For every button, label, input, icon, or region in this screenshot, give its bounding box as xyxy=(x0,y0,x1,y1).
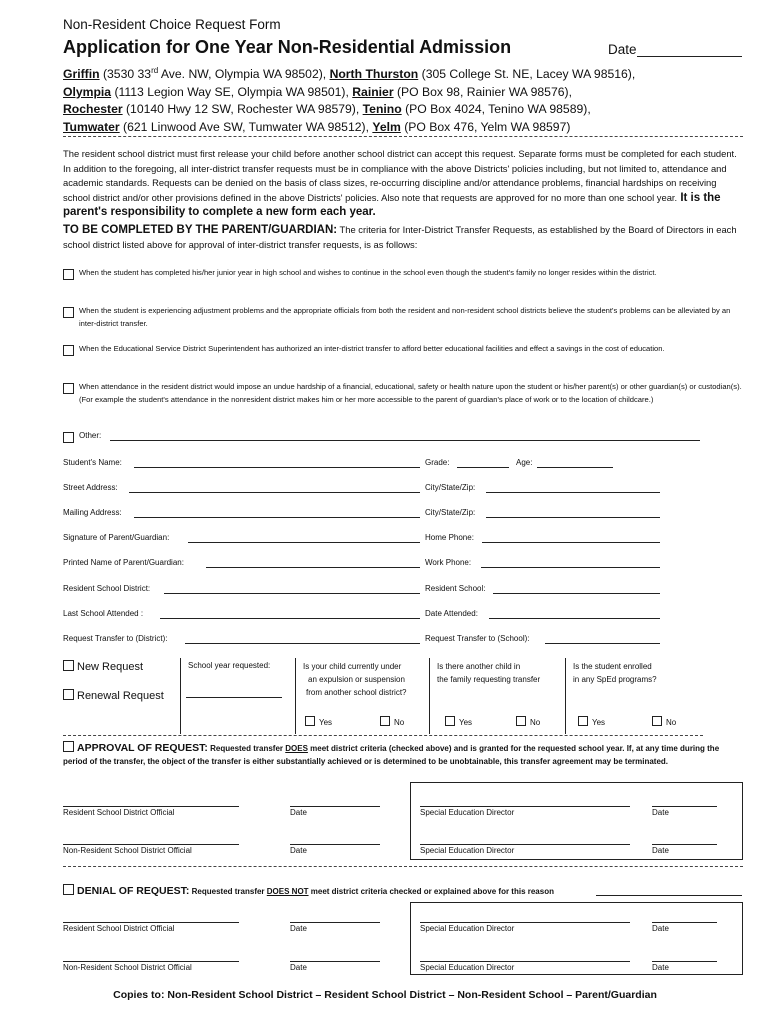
divider xyxy=(63,866,743,867)
expulsion-question xyxy=(303,660,427,699)
date-field[interactable] xyxy=(637,56,742,57)
denial-resident-official-sig-line[interactable] xyxy=(63,922,239,923)
school-year-label: School year requested: xyxy=(188,661,271,670)
city-state-zip-label: City/State/Zip: xyxy=(425,483,476,492)
denial-sped-director-label-1: Special Education Director xyxy=(420,924,515,933)
criteria-4-text: When attendance in the resident district would impose an undue hardship of a financial, educational, safety or health nature upon the student or his/her parent(s) or other guardian(s) or custodian(s). (For example the student's attendance in the nonresident district makes him or her more accessible to the parent of guardian's place of work or to the location of childcare.) xyxy=(79,382,742,404)
last-school-label: Last School Attended : xyxy=(63,609,144,618)
denial-section xyxy=(63,884,554,897)
expulsion-q-line3: from another school district? xyxy=(306,688,407,697)
approval-text-a: Requested transfer xyxy=(207,744,286,753)
yes-label: Yes xyxy=(592,718,606,727)
criteria-3-text: When the Educational Service District Superintendent has authorized an inter-district transfer to afford better educational facilities and effect a savings in the cost of education. xyxy=(79,344,665,353)
table-divider xyxy=(295,658,296,734)
tenino-address: (PO Box 4024, Tenino WA 98589), xyxy=(401,102,591,117)
district-griffin: Griffin xyxy=(63,67,100,82)
criteria-4 xyxy=(63,380,745,406)
parent-heading: TO BE COMPLETED BY THE PARENT/GUARDIAN: xyxy=(63,224,338,236)
resident-school-field[interactable] xyxy=(493,593,660,594)
nonresident-official-date-line[interactable] xyxy=(290,844,380,845)
denial-nonresident-official-label: Non-Resident School District Official xyxy=(63,963,192,972)
denial-text-a: Requested transfer xyxy=(189,887,267,896)
new-request-option[interactable] xyxy=(63,660,143,673)
checkbox-icon[interactable] xyxy=(578,716,588,726)
district-olympia: Olympia xyxy=(63,84,112,99)
nonresident-official-date-label: Date xyxy=(290,846,307,855)
denial-sped-director-date-label-2: Date xyxy=(652,963,669,972)
yelm-address: (PO Box 476, Yelm WA 98597) xyxy=(400,119,571,134)
denial-sped-director-label-2: Special Education Director xyxy=(420,963,515,972)
sped-no[interactable] xyxy=(652,716,676,727)
nonresident-official-label: Non-Resident School District Official xyxy=(63,846,192,855)
approval-section xyxy=(63,741,733,768)
sped-director-date-line-1[interactable] xyxy=(652,806,717,807)
city-state-zip-field[interactable] xyxy=(486,492,660,493)
resident-official-date-label: Date xyxy=(290,808,307,817)
other-label: Other: xyxy=(79,431,102,440)
criteria-3-checkbox[interactable] xyxy=(63,345,74,356)
last-school-field[interactable] xyxy=(160,618,420,619)
student-name-field[interactable] xyxy=(134,467,420,468)
mailing-city-state-zip-label: City/State/Zip: xyxy=(425,508,476,517)
renewal-request-option[interactable] xyxy=(63,689,164,702)
school-year-field[interactable] xyxy=(186,697,282,698)
denial-sped-director-date-line-1[interactable] xyxy=(652,922,717,923)
checkbox-icon[interactable] xyxy=(516,716,526,726)
denial-nonresident-official-date-label: Date xyxy=(290,963,307,972)
transfer-school-label: Request Transfer to (School): xyxy=(425,634,530,643)
mailing-address-label: Mailing Address: xyxy=(63,508,122,517)
table-divider xyxy=(180,658,181,734)
sped-director-sig-line-1[interactable] xyxy=(420,806,630,807)
criteria-1-text: When the student has completed his/her junior year in high school and wishes to continue in the school even though the student's family no longer resides within the district. xyxy=(79,268,657,277)
sped-q-line1: Is the student enrolled xyxy=(573,662,652,671)
sped-director-label-1: Special Education Director xyxy=(420,808,515,817)
denial-heading: DENIAL OF REQUEST: xyxy=(77,885,190,897)
another-child-yes[interactable] xyxy=(445,716,472,727)
rochester-address: (10140 Hwy 12 SW, Rochester WA 98579), xyxy=(122,102,363,117)
district-rainier: Rainier xyxy=(352,84,394,99)
resident-school-label: Resident School: xyxy=(425,584,486,593)
home-phone-label: Home Phone: xyxy=(425,533,474,542)
criteria-1-checkbox[interactable] xyxy=(63,269,74,280)
tumwater-address: (621 Linwood Ave SW, Tumwater WA 98512), xyxy=(119,119,373,134)
parent-text: The criteria for Inter-District Transfer Requests, as established by the Board of Directors in each school district listed above for approval of inter-district transfer requests, is as follows: xyxy=(63,224,737,250)
another-child-no[interactable] xyxy=(516,716,540,727)
denial-checkbox[interactable] xyxy=(63,884,74,895)
home-phone-field[interactable] xyxy=(482,542,660,543)
resident-district-label: Resident School District: xyxy=(63,584,151,593)
denial-sped-director-date-label-1: Date xyxy=(652,924,669,933)
another-child-question xyxy=(437,660,563,686)
grade-field[interactable] xyxy=(457,467,509,468)
approval-heading: APPROVAL OF REQUEST: xyxy=(77,742,208,754)
form-name: Non-Resident Choice Request Form xyxy=(63,17,281,32)
no-label: No xyxy=(394,718,405,727)
resident-official-date-line[interactable] xyxy=(290,806,380,807)
date-attended-label: Date Attended: xyxy=(425,609,478,618)
grade-label: Grade: xyxy=(425,458,450,467)
divider xyxy=(63,136,743,137)
printed-name-field[interactable] xyxy=(206,567,420,568)
street-address-label: Street Address: xyxy=(63,483,118,492)
criteria-1 xyxy=(63,266,745,279)
sped-director-date-label-2: Date xyxy=(652,846,669,855)
checkbox-icon[interactable] xyxy=(445,716,455,726)
criteria-2-checkbox[interactable] xyxy=(63,307,74,318)
sped-director-sig-line-2[interactable] xyxy=(420,844,630,845)
signature-label: Signature of Parent/Guardian: xyxy=(63,533,170,542)
criteria-3 xyxy=(63,342,745,355)
intro-paragraph xyxy=(63,147,745,220)
sped-director-date-label-1: Date xyxy=(652,808,669,817)
divider xyxy=(63,735,703,736)
denial-does-not: DOES NOT xyxy=(266,887,309,896)
parent-section xyxy=(63,223,745,252)
age-label: Age: xyxy=(516,458,533,467)
north-thurston-address: (305 College St. NE, Lacey WA 98516), xyxy=(418,67,636,82)
renewal-request-checkbox[interactable] xyxy=(63,689,74,700)
district-addresses xyxy=(63,62,753,136)
page-title: Application for One Year Non-Residential Admission xyxy=(63,37,512,57)
intro-text: The resident school district must first release your child before another school district can accept this request. Separate forms must be completed for each student. In addition to the foregoing, all inter-district transfer requests must be in compliance with the above Districts' policies including, but not limited to, attendance and academic standards. Requests can be denied on the basis of class sizes, re-occurring discipline and/or attendance problems, financial hardships on receiving school district and/or other provisions defined in the above Districts' policies. Also note that requests are approved for no more than one school year. xyxy=(63,148,737,203)
criteria-4-checkbox[interactable] xyxy=(63,383,74,394)
district-yelm: Yelm xyxy=(372,119,401,134)
date-label: Date xyxy=(608,42,637,57)
mailing-address-field[interactable] xyxy=(134,517,420,518)
transfer-school-field[interactable] xyxy=(545,643,660,644)
yes-label: Yes xyxy=(459,718,473,727)
printed-name-label: Printed Name of Parent/Guardian: xyxy=(63,558,184,567)
rainier-address: (PO Box 98, Rainier WA 98576), xyxy=(393,84,572,99)
denial-text-b: meet district criteria checked or explained above for this reason xyxy=(308,887,554,896)
other-checkbox[interactable] xyxy=(63,432,74,443)
another-child-q-line2: the family requesting transfer xyxy=(437,675,541,684)
mailing-city-state-zip-field[interactable] xyxy=(486,517,660,518)
sped-yes[interactable] xyxy=(578,716,605,727)
district-north-thurston: North Thurston xyxy=(329,67,419,82)
table-divider xyxy=(565,658,566,734)
griffin-address-2: Ave. NW, Olympia WA 98502), xyxy=(158,67,330,82)
checkbox-icon[interactable] xyxy=(380,716,390,726)
other-field[interactable] xyxy=(110,440,700,441)
sped-director-date-line-2[interactable] xyxy=(652,844,717,845)
resident-district-field[interactable] xyxy=(164,593,420,594)
new-request-checkbox[interactable] xyxy=(63,660,74,671)
denial-reason-field[interactable] xyxy=(596,895,742,896)
work-phone-field[interactable] xyxy=(481,567,660,568)
olympia-address: (1113 Legion Way SE, Olympia WA 98501), xyxy=(111,84,353,99)
resident-official-sig-line[interactable] xyxy=(63,806,239,807)
approval-checkbox[interactable] xyxy=(63,741,74,752)
griffin-address: (3530 33 xyxy=(99,67,152,82)
district-rochester: Rochester xyxy=(63,102,123,117)
district-tenino: Tenino xyxy=(362,102,402,117)
sped-q-line2: in any SpEd programs? xyxy=(573,675,657,684)
another-child-q-line1: Is there another child in xyxy=(437,662,521,671)
expulsion-yes[interactable] xyxy=(305,716,332,727)
student-name-label: Student's Name: xyxy=(63,458,122,467)
denial-nonresident-official-date-line[interactable] xyxy=(290,961,380,962)
expulsion-no[interactable] xyxy=(380,716,404,727)
date-attended-field[interactable] xyxy=(489,618,660,619)
criteria-2-text: When the student is experiencing adjustment problems and the appropriate officials from both the resident and non-resident school districts believe the student's problems can be alleviated by an inter-district transfer. xyxy=(79,306,731,328)
yes-label: Yes xyxy=(319,718,333,727)
no-label: No xyxy=(530,718,541,727)
work-phone-label: Work Phone: xyxy=(425,558,472,567)
approval-does: DOES xyxy=(285,744,308,753)
approval-text-b: meet district criteria (checked above) and is granted for the requested school year. If, at any time during the period of the transfer, the object of the transfer is either substantially achieved or is determined to be unobtainable, this transfer agreement may be terminated. xyxy=(63,744,720,766)
new-request-label: New Request xyxy=(77,661,144,673)
resident-official-label: Resident School District Official xyxy=(63,808,175,817)
footer-copies: Copies to: Non-Resident School District – Resident School District – Non-Resident School – Parent/Guardian xyxy=(113,989,657,1001)
table-divider xyxy=(429,658,430,734)
checkbox-icon[interactable] xyxy=(652,716,662,726)
denial-resident-official-label: Resident School District Official xyxy=(63,924,175,933)
denial-resident-official-date-label: Date xyxy=(290,924,307,933)
age-field[interactable] xyxy=(537,467,613,468)
street-address-field[interactable] xyxy=(129,492,420,493)
signature-field[interactable] xyxy=(188,542,420,543)
transfer-district-label: Request Transfer to (District): xyxy=(63,634,168,643)
no-label: No xyxy=(666,718,677,727)
checkbox-icon[interactable] xyxy=(305,716,315,726)
expulsion-q-line2: an expulsion or suspension xyxy=(308,675,405,684)
denial-sped-director-sig-line-1[interactable] xyxy=(420,922,630,923)
transfer-district-field[interactable] xyxy=(185,643,420,644)
renewal-request-label: Renewal Request xyxy=(77,690,164,702)
expulsion-q-line1: Is your child currently under xyxy=(303,662,402,671)
criteria-2 xyxy=(63,304,745,330)
district-tumwater: Tumwater xyxy=(63,119,120,134)
denial-nonresident-official-sig-line[interactable] xyxy=(63,961,239,962)
sped-director-label-2: Special Education Director xyxy=(420,846,515,855)
nonresident-official-sig-line[interactable] xyxy=(63,844,239,845)
denial-sped-director-sig-line-2[interactable] xyxy=(420,961,630,962)
intro-emphasis: It is the parent's responsibility to complete a new form each year. xyxy=(63,191,721,218)
griffin-sup: rd xyxy=(151,66,159,75)
sped-question xyxy=(573,660,699,686)
denial-resident-official-date-line[interactable] xyxy=(290,922,380,923)
denial-sped-director-date-line-2[interactable] xyxy=(652,961,717,962)
